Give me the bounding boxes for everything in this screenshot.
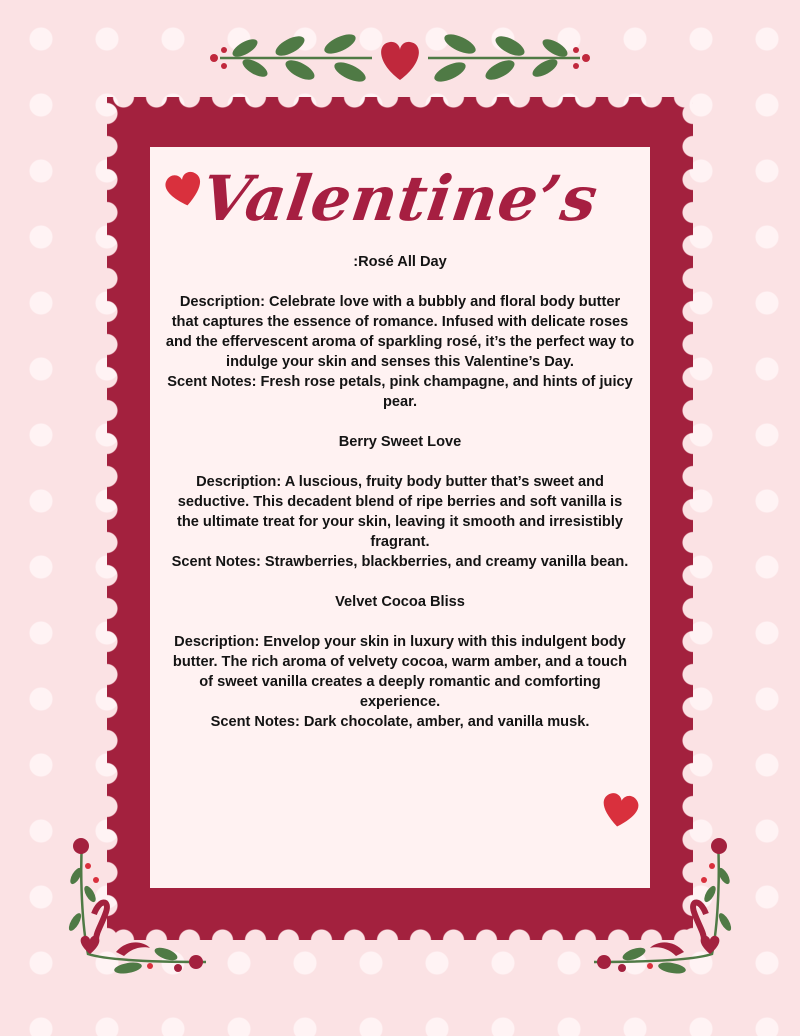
product-description: Description: A luscious, fruity body butter that’s sweet and seductive. This decadent blend of ripe berries and soft vanilla is the ultimate treat for your skin, leaving it smooth and irresistibly fragrant. (176, 474, 623, 550)
product-scent-notes: Scent Notes: Dark chocolate, amber, and vanilla musk. (210, 714, 590, 730)
product-description: Description: Celebrate love with a bubbly and floral body butter that captures the essence of romance. Infused with delicate roses and the effervescent aroma of sparkling rosé, it’s the perfect way to indulge your skin and senses this Valentine’s Day. (165, 294, 635, 370)
rose-corner-icon (66, 836, 214, 978)
product-name: Berry Sweet Love (338, 434, 462, 450)
leaf-garland-icon (200, 30, 600, 86)
heart-icon (598, 789, 642, 831)
product-description: Description: Envelop your skin in luxury with this indulgent body butter. The rich aroma of velvety cocoa, warm amber, and a touch of sweet vanilla creates a deeply romantic and comforting experience. (172, 634, 628, 710)
product-name: Velvet Cocoa Bliss (335, 594, 465, 610)
page-title: Valentine’s (197, 162, 603, 235)
rose-corner-icon (586, 836, 734, 978)
product-scent-notes: Scent Notes: Strawberries, blackberries, and creamy vanilla bean. (171, 554, 629, 570)
product-name: :Rosé All Day (353, 254, 447, 270)
product-scent-notes: Scent Notes: Fresh rose petals, pink champagne, and hints of juicy pear. (167, 374, 633, 410)
product-list (165, 252, 635, 732)
